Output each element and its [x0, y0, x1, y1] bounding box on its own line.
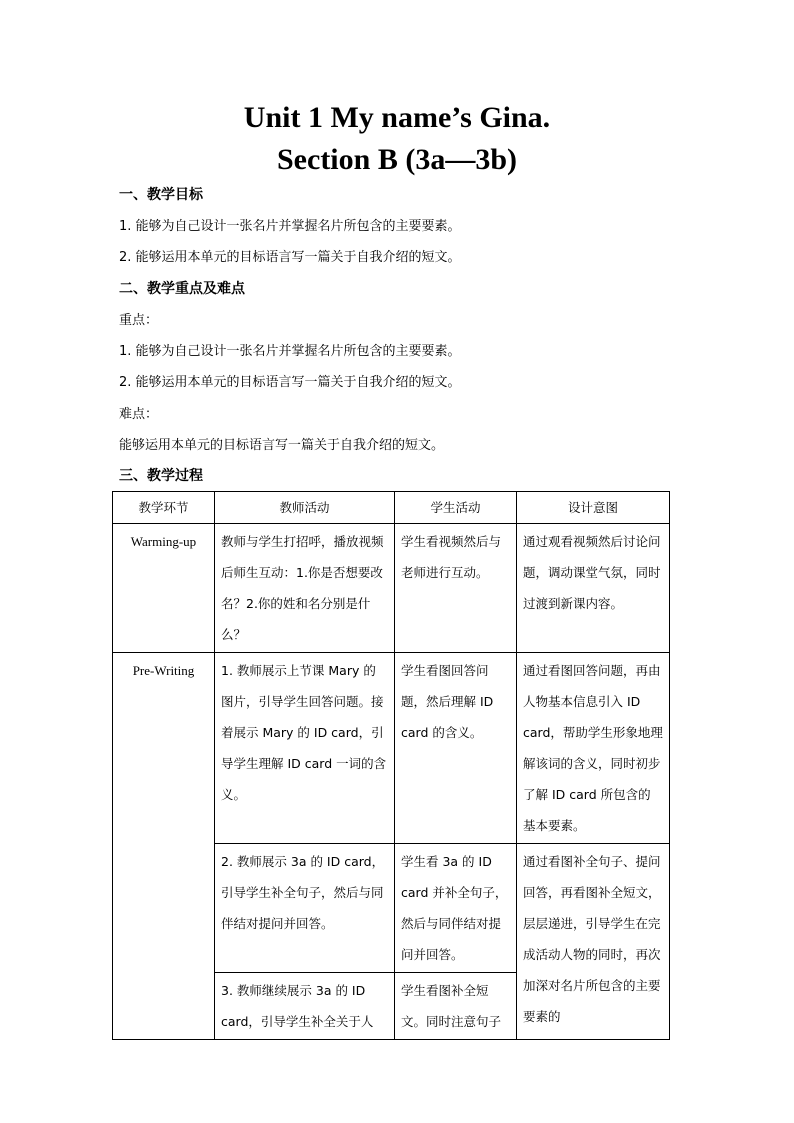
table-header-row — [113, 492, 670, 524]
stage-cell: Warming-up — [113, 524, 215, 653]
goal-item: 2. 能够运用本单元的目标语言写一篇关于自我介绍的短文。 — [119, 250, 461, 265]
header-design-intent: 设计意图 — [517, 492, 670, 524]
difficult-point: 能够运用本单元的目标语言写一篇关于自我介绍的短文。 — [119, 438, 445, 453]
teaching-process-table — [112, 491, 670, 1040]
goals-heading: 一、教学目标 — [119, 187, 203, 203]
goal-item: 1. 能够为自己设计一张名片并掌握名片所包含的主要要素。 — [119, 219, 461, 234]
teacher-activity-cell: 3. 教师继续展示 3a 的 ID card，引导学生补全关于人 — [215, 973, 395, 1040]
difficult-label: 难点： — [119, 407, 159, 422]
key-point-item: 1. 能够为自己设计一张名片并掌握名片所包含的主要要素。 — [119, 344, 461, 359]
table-row-warming-up — [113, 524, 670, 653]
unit-title: Unit 1 My name’s Gina. — [243, 101, 551, 134]
design-intent-cell: 通过看图回答问题，再由人物基本信息引入 ID card，帮助学生形象地理解该词的含义，同时初步了解 ID card 所包含的基本要素。 — [517, 653, 670, 844]
process-heading: 三、教学过程 — [119, 468, 203, 484]
header-student-activity: 学生活动 — [395, 492, 517, 524]
student-activity-cell: 学生看视频然后与老师进行互动。 — [395, 524, 517, 653]
section-title: Section B (3a—3b) — [277, 143, 517, 176]
teacher-activity-cell: 1. 教师展示上节课 Mary 的图片，引导学生回答问题。接着展示 Mary 的 ID card，引导学生理解 ID card 一词的含义。 — [215, 653, 395, 844]
student-activity-cell: 学生看 3a 的 ID card 并补全句子，然后与同伴结对提问并回答。 — [395, 844, 517, 973]
stage-cell: Pre-Writing — [113, 653, 215, 1040]
design-intent-cell: 通过看图补全句子、提问回答，再看图补全短文，层层递进，引导学生在完成活动人物的同时，再次加深对名片所包含的主要要素的 — [517, 844, 670, 1040]
header-stage: 教学环节 — [113, 492, 215, 524]
key-label: 重点： — [119, 313, 159, 328]
header-teacher-activity: 教师活动 — [215, 492, 395, 524]
teacher-activity-cell: 教师与学生打招呼，播放视频后师生互动：1.你是否想要改名？2.你的姓和名分别是什么？ — [215, 524, 395, 653]
focus-heading: 二、教学重点及难点 — [119, 281, 245, 297]
student-activity-cell: 学生看图补全短文。同时注意句子 — [395, 973, 517, 1040]
table-row-prewriting-1 — [113, 653, 670, 844]
teacher-activity-cell: 2. 教师展示 3a 的 ID card，引导学生补全句子，然后与同伴结对提问并回答。 — [215, 844, 395, 973]
student-activity-cell: 学生看图回答问题，然后理解 ID card 的含义。 — [395, 653, 517, 844]
key-point-item: 2. 能够运用本单元的目标语言写一篇关于自我介绍的短文。 — [119, 375, 461, 390]
design-intent-cell: 通过观看视频然后讨论问题，调动课堂气氛，同时过渡到新课内容。 — [517, 524, 670, 653]
